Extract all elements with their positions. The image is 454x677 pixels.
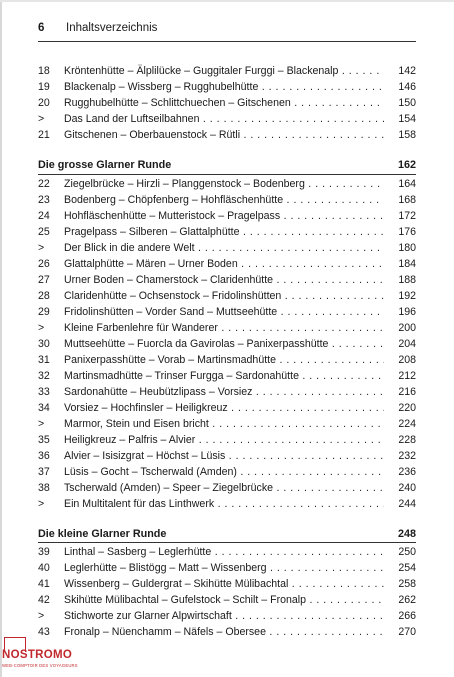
page-edge-left <box>0 0 2 677</box>
entry-title: Vorsiez – Hochfinsler – Heiligkreuz . . . <box>64 400 384 416</box>
entry-number: 38 <box>38 482 50 494</box>
entry-page: 168 <box>398 194 416 206</box>
entry-number: 24 <box>38 210 50 222</box>
entry-title: Der Blick in die andere Welt . . . <box>64 240 384 256</box>
entry-page: 204 <box>398 338 416 350</box>
entry-page: 212 <box>398 370 416 382</box>
section-heading[interactable] <box>38 526 416 542</box>
entry-number: 18 <box>38 65 50 77</box>
toc-entry[interactable] <box>38 448 416 464</box>
entry-title: Skihütte Mülibachtal – Gufelstock – Schilt – Fronalp . . . <box>64 592 384 608</box>
entry-title: Martinsmadhütte – Trinser Furgga – Sardonahütte . . . <box>64 368 384 384</box>
entry-title: Bodenberg – Chöpfenberg – Hohfläschenhütte . . . <box>64 192 384 208</box>
toc-entry[interactable] <box>38 336 416 352</box>
entry-title: Fronalp – Nüenchamm – Näfels – Obersee . . . <box>64 624 384 640</box>
toc-entry[interactable] <box>38 288 416 304</box>
entry-title: Ziegelbrücke – Hirzli – Planggenstock – Bodenberg . . . <box>64 176 384 192</box>
entry-title: Rugghubelhütte – Schlittchuechen – Gitschenen . . . <box>64 95 384 111</box>
entry-number: 39 <box>38 546 50 558</box>
entry-title: Panixerpasshütte – Vorab – Martinsmadhütte . . . <box>64 352 384 368</box>
essay-marker: > <box>38 242 45 254</box>
entry-page: 200 <box>398 322 416 334</box>
essay-marker: > <box>38 498 45 510</box>
entry-number: 42 <box>38 594 50 606</box>
entry-number: 36 <box>38 450 50 462</box>
entry-number: 43 <box>38 626 50 638</box>
entry-number: 25 <box>38 226 50 238</box>
toc-entry[interactable] <box>38 79 416 95</box>
entry-title: Gitschenen – Oberbauenstock – Rütli . . . <box>64 127 384 143</box>
entry-page: 154 <box>398 113 416 125</box>
entry-page: 142 <box>398 65 416 77</box>
entry-title: Kröntenhütte – Älplilücke – Guggitaler Furggi – Blackenalp . . . <box>64 63 384 79</box>
toc-entry[interactable] <box>38 208 416 224</box>
entry-number: 40 <box>38 562 50 574</box>
entry-page: 150 <box>398 97 416 109</box>
entry-page: 266 <box>398 610 416 622</box>
entry-title: Lüsis – Gocht – Tscherwald (Amden) . . . <box>64 464 384 480</box>
toc-entry[interactable] <box>38 576 416 592</box>
entry-number: 32 <box>38 370 50 382</box>
section-rule <box>38 542 416 543</box>
entry-title: Linthal – Sasberg – Leglerhütte . . . <box>64 544 384 560</box>
entry-page: 262 <box>398 594 416 606</box>
toc-entry[interactable] <box>38 560 416 576</box>
entry-number: 20 <box>38 97 50 109</box>
section-page: 248 <box>397 528 416 540</box>
entry-title: Tscherwald (Amden) – Speer – Ziegelbrücke . . . <box>64 480 384 496</box>
toc-entry[interactable] <box>38 272 416 288</box>
toc-essay-entry[interactable] <box>38 608 416 624</box>
entry-title: Blackenalp – Wissberg – Rugghubelhütte . . . <box>64 79 384 95</box>
entry-number: 34 <box>38 402 50 414</box>
entry-page: 208 <box>398 354 416 366</box>
essay-marker: > <box>38 322 45 334</box>
toc-entry[interactable] <box>38 63 416 79</box>
entry-title: Heiligkreuz – Palfris – Alvier . . . <box>64 432 384 448</box>
entry-title: Wissenberg – Guldergrat – Skihütte Mülibachtal . . . <box>64 576 384 592</box>
entry-title: Fridolinshütten – Vorder Sand – Muttseehütte . . . <box>64 304 384 320</box>
entry-page: 270 <box>398 626 416 638</box>
toc-essay-entry[interactable] <box>38 416 416 432</box>
logo-wordmark: NOSTROMO <box>2 649 73 661</box>
toc-entry[interactable] <box>38 192 416 208</box>
entry-page: 254 <box>398 562 416 574</box>
entry-title: Muttseehütte – Fuorcla da Gavirolas – Panixerpasshütte . . . <box>64 336 384 352</box>
entry-title: Sardonahütte – Heubützlipass – Vorsiez . . . <box>64 384 384 400</box>
toc-entry[interactable] <box>38 127 416 143</box>
entry-page: 220 <box>398 402 416 414</box>
section-rule <box>38 174 416 175</box>
entry-title: Ein Multitalent für das Linthwerk . . . <box>64 496 384 512</box>
entry-number: 23 <box>38 194 50 206</box>
entry-title: Claridenhütte – Ochsenstock – Fridolinshütten . . . <box>64 288 384 304</box>
entry-title: Marmor, Stein und Eisen bricht . . . <box>64 416 384 432</box>
header-rule <box>38 41 416 42</box>
toc-entry[interactable] <box>38 95 416 111</box>
toc-entry[interactable] <box>38 464 416 480</box>
entry-page: 216 <box>398 386 416 398</box>
entry-title: Leglerhütte – Blistögg – Matt – Wissenberg . . . <box>64 560 384 576</box>
entry-title: Hohfläschenhütte – Mutteristock – Pragelpass . . . <box>64 208 384 224</box>
toc-entry[interactable] <box>38 304 416 320</box>
entry-title: Das Land der Luftseilbahnen . . . <box>64 111 384 127</box>
section-heading[interactable] <box>38 157 416 173</box>
logo-tagline: WEB-COMPTOIR DES VOYAGEURS <box>2 663 78 668</box>
entry-page: 232 <box>398 450 416 462</box>
entry-number: 27 <box>38 274 50 286</box>
entry-title: Kleine Farbenlehre für Wanderer . . . <box>64 320 384 336</box>
toc-entry[interactable] <box>38 352 416 368</box>
page-header <box>38 22 158 34</box>
entry-page: 258 <box>398 578 416 590</box>
nostromo-logo <box>2 637 78 673</box>
entry-page: 172 <box>398 210 416 222</box>
toc-essay-entry[interactable] <box>38 320 416 336</box>
section-page: 162 <box>397 159 416 171</box>
entry-page: 176 <box>398 226 416 238</box>
entry-number: 41 <box>38 578 50 590</box>
toc-entry[interactable] <box>38 256 416 272</box>
toc-entry[interactable] <box>38 432 416 448</box>
entry-number: 33 <box>38 386 50 398</box>
entry-number: 19 <box>38 81 50 93</box>
entry-number: 37 <box>38 466 50 478</box>
toc-entry[interactable] <box>38 176 416 192</box>
entry-title: Urner Boden – Chamerstock – Claridenhütte . . . <box>64 272 384 288</box>
toc-essay-entry[interactable] <box>38 496 416 512</box>
essay-marker: > <box>38 610 45 622</box>
toc-entry[interactable] <box>38 368 416 384</box>
entry-number: 21 <box>38 129 50 141</box>
essay-marker: > <box>38 418 45 430</box>
toc-entry[interactable] <box>38 592 416 608</box>
entry-number: 29 <box>38 306 50 318</box>
entry-number: 28 <box>38 290 50 302</box>
page-title: Inhaltsverzeichnis <box>66 22 158 34</box>
entry-page: 250 <box>398 546 416 558</box>
entry-title: Stichworte zur Glarner Alpwirtschaft . . . <box>64 608 384 624</box>
entry-number: 30 <box>38 338 50 350</box>
page-edge-top <box>0 0 454 2</box>
entry-page: 228 <box>398 434 416 446</box>
toc-entry[interactable] <box>38 480 416 496</box>
entry-page: 164 <box>398 178 416 190</box>
toc-entry[interactable] <box>38 624 416 640</box>
entry-page: 244 <box>398 498 416 510</box>
entry-number: 22 <box>38 178 50 190</box>
entry-page: 158 <box>398 129 416 141</box>
entry-page: 188 <box>398 274 416 286</box>
toc-essay-entry[interactable] <box>38 111 416 127</box>
entry-number: 35 <box>38 434 50 446</box>
entry-page: 236 <box>398 466 416 478</box>
toc-entry[interactable] <box>38 400 416 416</box>
entry-title: Pragelpass – Silberen – Glattalphütte . . . <box>64 224 384 240</box>
section-title: Die kleine Glarner Runde <box>38 528 167 540</box>
entry-page: 146 <box>398 81 416 93</box>
entry-page: 184 <box>398 258 416 270</box>
toc-entry[interactable] <box>38 544 416 560</box>
section-title: Die grosse Glarner Runde <box>38 159 172 171</box>
toc-entry[interactable] <box>38 384 416 400</box>
entry-page: 192 <box>398 290 416 302</box>
entry-page: 196 <box>398 306 416 318</box>
entry-page: 180 <box>398 242 416 254</box>
entry-title: Glattalphütte – Mären – Urner Boden . . . <box>64 256 384 272</box>
essay-marker: > <box>38 113 45 125</box>
entry-number: 31 <box>38 354 50 366</box>
entry-page: 224 <box>398 418 416 430</box>
toc-entry[interactable] <box>38 224 416 240</box>
page-number: 6 <box>38 22 45 34</box>
entry-title: Alvier – Isisizgrat – Höchst – Lüsis . . . <box>64 448 384 464</box>
entry-number: 26 <box>38 258 50 270</box>
entry-page: 240 <box>398 482 416 494</box>
toc-essay-entry[interactable] <box>38 240 416 256</box>
